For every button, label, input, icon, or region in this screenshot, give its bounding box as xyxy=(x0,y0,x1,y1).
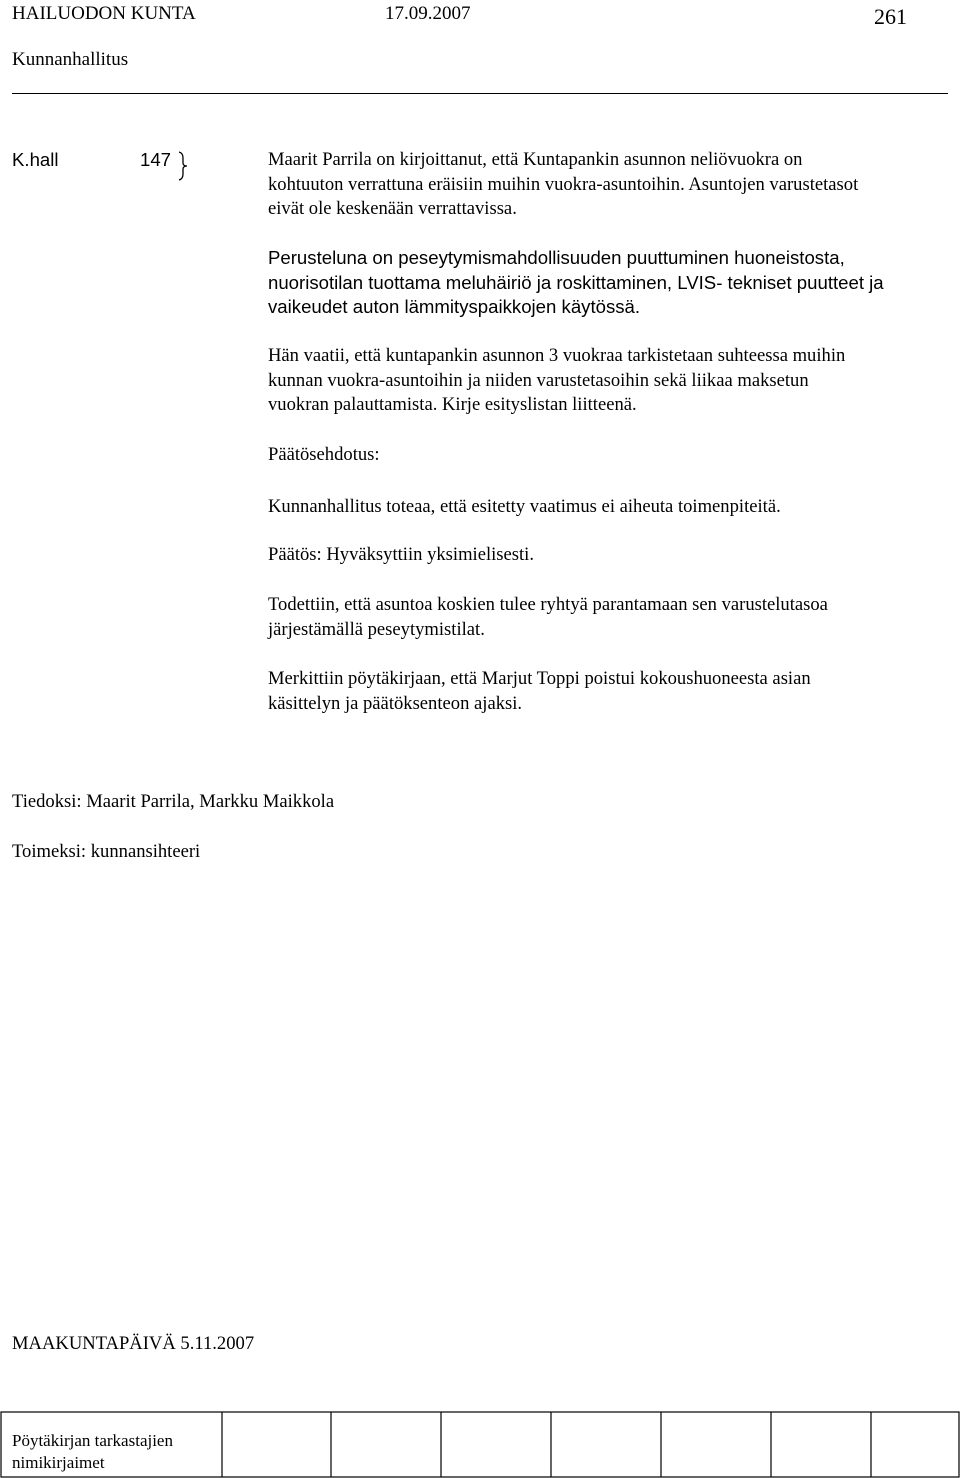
assignment-line: Toimeksi: kunnansihteeri xyxy=(12,841,201,862)
section-bracket-icon xyxy=(177,151,189,181)
text-line: Hän vaatii, että kuntapankin asunnon 3 vuokraa tarkistetaan suhteessa muihin xyxy=(268,345,846,366)
text-line: kohtuuton verrattuna eräisiin muihin vuokra-asuntoihin. Asuntojen varustetasot xyxy=(268,173,859,195)
signature-label xyxy=(12,1430,173,1474)
text-line: järjestämällä peseytymistilat. xyxy=(268,618,485,640)
text-line: Todettiin, että asuntoa koskien tulee ryhtyä parantamaan sen varustelutasoa xyxy=(268,594,828,615)
decision-text: Päätös: Hyväksyttiin yksimielisesti. xyxy=(268,544,534,565)
text-line: nuorisotilan tuottama meluhäiriö ja roskittaminen, LVIS- tekniset puutteet ja xyxy=(268,271,884,293)
note-paragraph xyxy=(268,593,948,642)
signature-label-line: nimikirjaimet xyxy=(12,1453,105,1472)
proposal-heading: Päätösehdotus: xyxy=(268,444,380,465)
demand-paragraph xyxy=(268,344,948,418)
minutes-note-paragraph xyxy=(268,667,948,716)
text-line: Merkittiin pöytäkirjaan, että Marjut Toppi poistui kokoushuoneesta asian xyxy=(268,668,811,689)
text-line: Maarit Parrila on kirjoittanut, että Kuntapankin asunnon neliövuokra on xyxy=(268,149,803,170)
complaint-paragraph xyxy=(268,148,948,222)
signature-label-line: Pöytäkirjan tarkastajien xyxy=(12,1431,173,1450)
section-code: K.hall xyxy=(12,149,59,170)
distribution-line: Tiedoksi: Maarit Parrila, Markku Maikkola xyxy=(12,791,335,812)
governing-body: Kunnanhallitus xyxy=(12,49,129,70)
header-rule xyxy=(12,93,948,94)
text-line: vaikeudet auton lämmityspaikkojen käytössä. xyxy=(268,296,641,317)
municipality-name: HAILUODON KUNTA xyxy=(12,3,196,24)
proposal-text: Kunnanhallitus toteaa, että esitetty vaatimus ei aiheuta toimenpiteitä. xyxy=(268,496,781,517)
justification-paragraph xyxy=(268,246,948,320)
text-line: eivät ole keskenään verrattavissa. xyxy=(268,198,517,219)
text-line: Perusteluna on peseytymismahdollisuuden puuttuminen huoneistosta, xyxy=(268,247,845,268)
meeting-date: 17.09.2007 xyxy=(385,3,471,24)
text-line: kunnan vuokra-asuntoihin ja niiden varustetasoihin sekä liikaa maksetun xyxy=(268,369,809,391)
text-line: vuokran palauttamista. Kirje esityslistan liitteenä. xyxy=(268,394,637,415)
text-line: käsittelyn ja päätöksenteon ajaksi. xyxy=(268,692,523,714)
item-number: 147 xyxy=(140,149,172,170)
page-number: 261 xyxy=(874,4,907,29)
next-event-line: MAAKUNTAPÄIVÄ 5.11.2007 xyxy=(12,1333,255,1354)
